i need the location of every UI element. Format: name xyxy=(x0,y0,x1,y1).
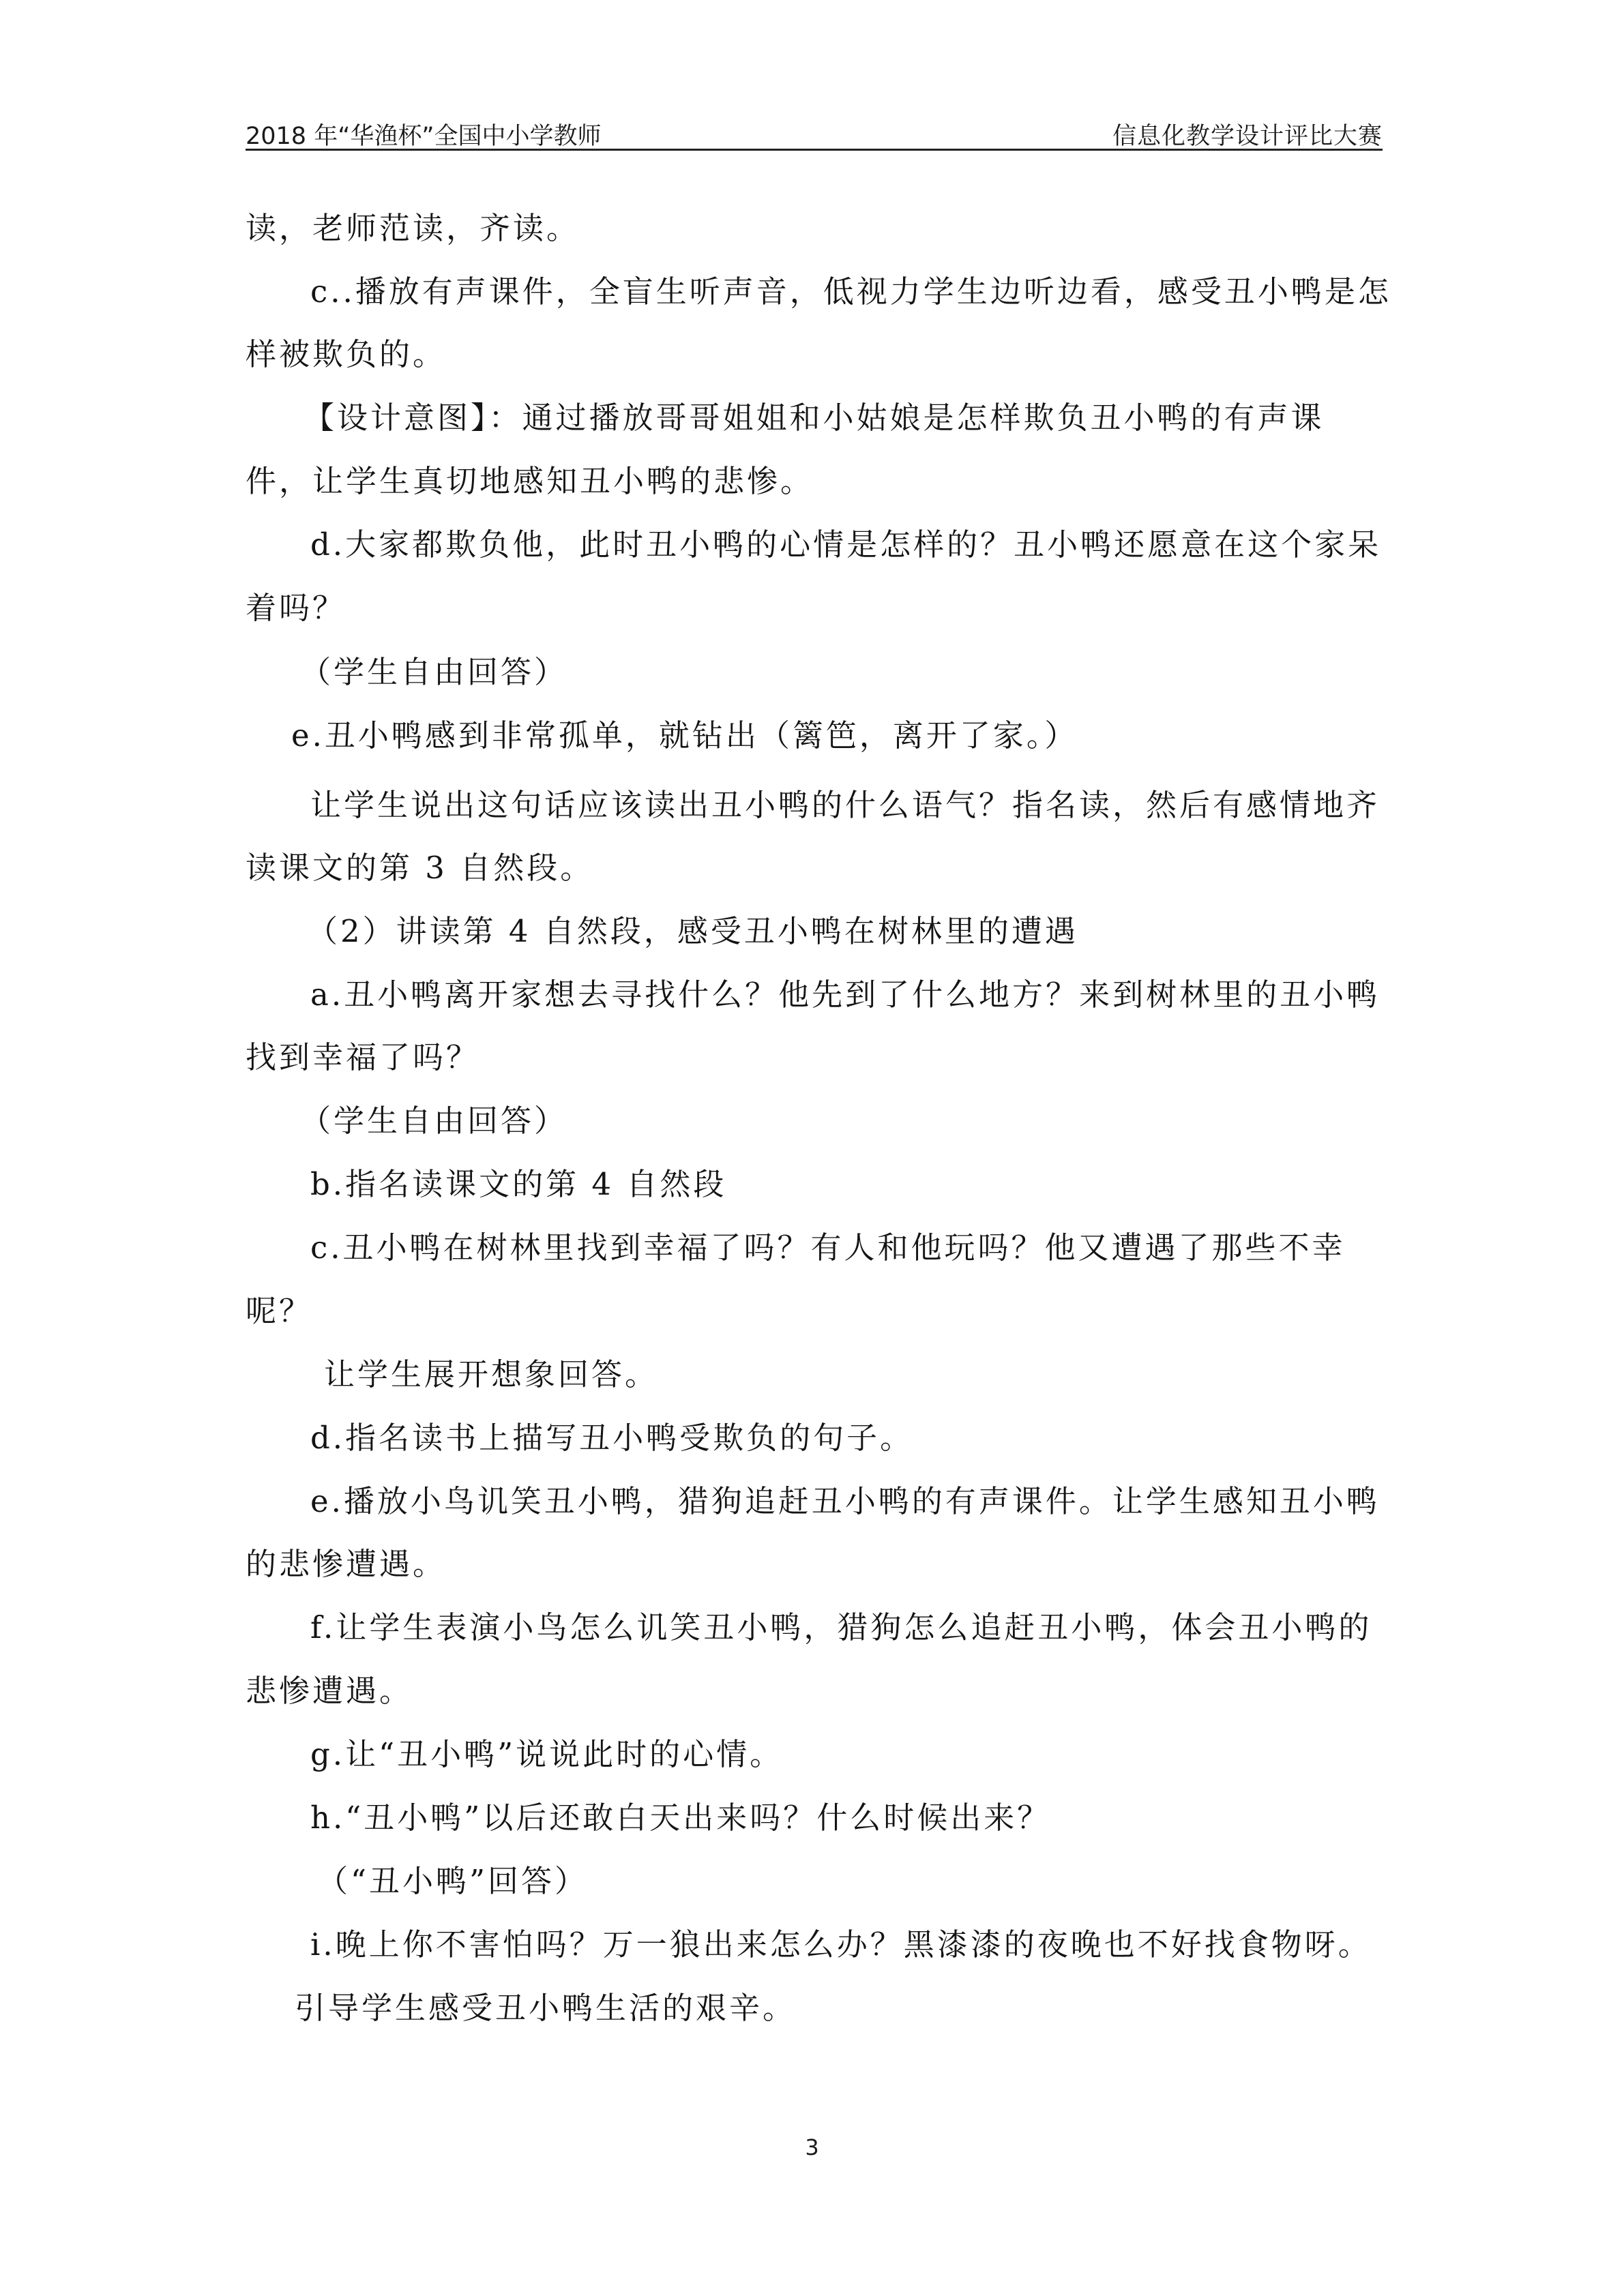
text-line: 找到幸福了吗？ xyxy=(246,1039,480,1075)
text-line: 的悲惨遭遇。 xyxy=(246,1546,447,1582)
text-line: 着吗？ xyxy=(246,590,346,626)
text-line: e.丑小鸭感到非常孤单，就钻出（篱笆，离开了家。） xyxy=(291,717,1078,754)
text-line: e.播放小鸟讥笑丑小鸭，猎狗追赶丑小鸭的有声课件。让学生感知丑小鸭 xyxy=(310,1483,1380,1519)
text-line: （学生自由回答） xyxy=(300,1103,568,1139)
page-header xyxy=(246,113,1383,154)
page-number: 3 xyxy=(805,2134,819,2160)
text-line: g.让“丑小鸭”说说此时的心情。 xyxy=(310,1736,784,1772)
text-line: i.晚上你不害怕吗？万一狼出来怎么办？黑漆漆的夜晚也不好找食物呀。 xyxy=(310,1926,1372,1963)
header-left-text: 2018 年“华渔杯”全国中小学教师 xyxy=(246,123,602,150)
text-line: f.让学生表演小鸟怎么讥笑丑小鸭，猎狗怎么追赶丑小鸭，体会丑小鸭的 xyxy=(310,1609,1372,1645)
text-line: 件，让学生真切地感知丑小鸭的悲惨。 xyxy=(246,463,814,499)
text-line: （2）讲读第 4 自然段，感受丑小鸭在树林里的遭遇 xyxy=(307,913,1078,949)
text-line: （“丑小鸭”回答） xyxy=(317,1863,589,1899)
text-line: c.丑小鸭在树林里找到幸福了吗？有人和他玩吗？他又遭遇了那些不幸 xyxy=(310,1229,1346,1266)
text-line: h.“丑小鸭”以后还敢白天出来吗？什么时候出来？ xyxy=(310,1800,1051,1836)
text-line: c..播放有声课件，全盲生听声音，低视力学生边听边看，感受丑小鸭是怎 xyxy=(310,273,1391,310)
text-line: 【设计意图】：通过播放哥哥姐姐和小姑娘是怎样欺负丑小鸭的有声课 xyxy=(304,400,1325,436)
text-line: 悲惨遭遇。 xyxy=(246,1673,413,1709)
text-line: （学生自由回答） xyxy=(300,654,568,690)
text-line: 让学生说出这句话应该读出丑小鸭的什么语气？指名读，然后有感情地齐 xyxy=(310,787,1381,823)
header-right-text: 信息化教学设计评比大赛 xyxy=(1112,123,1383,150)
text-line: 引导学生感受丑小鸭生活的艰辛。 xyxy=(295,1990,797,2026)
text-line: b.指名读课文的第 4 自然段 xyxy=(310,1166,727,1202)
text-line: d.大家都欺负他，此时丑小鸭的心情是怎样的？丑小鸭还愿意在这个家呆 xyxy=(310,526,1382,563)
text-line: 呢？ xyxy=(246,1293,313,1329)
text-line: 让学生展开想象回答。 xyxy=(324,1356,659,1392)
header-rule xyxy=(246,149,1383,151)
text-line: d.指名读书上描写丑小鸭受欺负的句子。 xyxy=(310,1420,914,1456)
text-line: 读，老师范读，齐读。 xyxy=(246,210,580,246)
text-line: 读课文的第 3 自然段。 xyxy=(246,850,594,886)
text-line: a.丑小鸭离开家想去寻找什么？他先到了什么地方？来到树林里的丑小鸭 xyxy=(310,976,1381,1013)
text-line: 样被欺负的。 xyxy=(246,336,447,372)
